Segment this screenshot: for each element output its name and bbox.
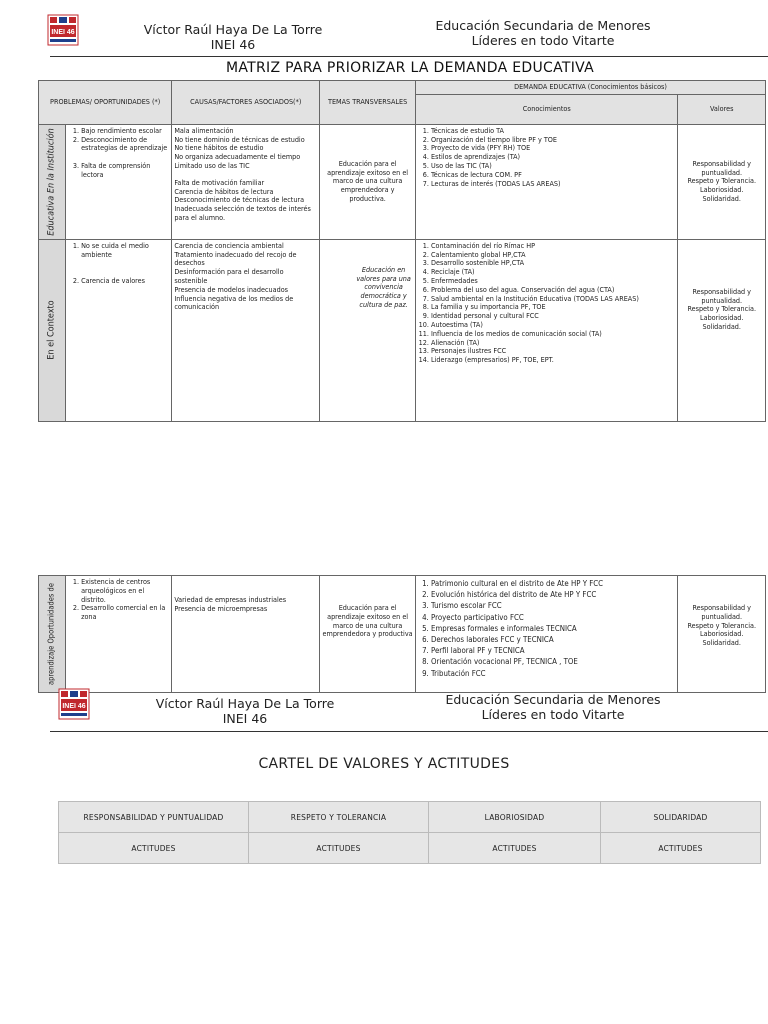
list-item: 11. Influencia de los medios de comunicación social (TA)	[431, 330, 675, 339]
school-motto: Líderes en todo Vitarte	[481, 707, 625, 722]
list-item: 1. Bajo rendimiento escolar	[81, 127, 169, 136]
svg-text:INEI 46: INEI 46	[51, 29, 75, 36]
header-rule-2	[50, 731, 768, 732]
list-item: 5. Enfermedades	[431, 277, 675, 286]
problems-cell	[66, 124, 172, 239]
school-name-block-2	[140, 696, 350, 726]
list-item: 3. Turismo escolar FCC	[431, 600, 675, 611]
list-item: 1. Patrimonio cultural en el distrito de Ate HP Y FCC	[431, 578, 675, 589]
row-side-label: aprendizaje Oportunidades de	[39, 576, 66, 693]
table-row	[39, 576, 766, 693]
cartel-header: LABORIOSIDAD	[429, 802, 601, 833]
tema-cell: Educación en valores para una convivencia democrática y cultura de paz.	[320, 239, 416, 421]
list-item: 6. Técnicas de lectura COM. PF	[431, 171, 675, 180]
list-item: 2. Calentamiento global HP,CTA	[431, 251, 675, 260]
list-item: 8. La familia y su importancia PF, TOE	[431, 303, 675, 312]
cartel-table	[58, 801, 761, 864]
list-item: 6. Derechos laborales FCC y TECNICA	[431, 634, 675, 645]
matrix-title: MATRIZ PARA PRIORIZAR LA DEMANDA EDUCATIVA	[226, 60, 594, 76]
list-item: 14. Liderazgo (empresarios) PF, TOE, EPT.	[431, 356, 675, 365]
table-row	[39, 124, 766, 239]
list-item: 9. Identidad personal y cultural FCC	[431, 312, 675, 321]
row-side-label: En el Contexto	[39, 239, 66, 421]
table-row	[59, 833, 761, 864]
list-item: 4. Estilos de aprendizajes (TA)	[431, 153, 675, 162]
col-header-valores: Valores	[678, 94, 766, 124]
header-rule	[50, 56, 768, 57]
list-item: 7. Perfil laboral PF y TECNICA	[431, 645, 675, 656]
svg-text:INEI 46: INEI 46	[62, 703, 86, 710]
valores-cell: Responsabilidad y puntualidad. Respeto y Tolerancia. Laboriosidad. Solidaridad.	[678, 124, 766, 239]
priority-matrix	[38, 80, 766, 422]
cartel-header: RESPONSABILIDAD Y PUNTUALIDAD	[59, 802, 249, 833]
table-row	[59, 802, 761, 833]
table-row	[39, 239, 766, 421]
conocimientos-cell	[416, 124, 678, 239]
school-name: Víctor Raúl Haya De La Torre	[143, 22, 323, 37]
list-item: 9. Tributación FCC	[431, 668, 675, 679]
causes-cell: Variedad de empresas industriales Presencia de microempresas	[172, 576, 320, 693]
list-item: 8. Orientación vocacional PF, TECNICA , TOE	[431, 656, 675, 667]
cartel-title: CARTEL DE VALORES Y ACTITUDES	[258, 756, 510, 772]
col-header-temas: TEMAS TRANSVERSALES	[320, 81, 416, 125]
list-item: 2. Organización del tiempo libre PF y TOE	[431, 136, 675, 145]
school-motto: Líderes en todo Vitarte	[471, 33, 615, 48]
cartel-cell: ACTITUDES	[429, 833, 601, 864]
school-code: INEI 46	[210, 37, 256, 52]
list-item: 3. Falta de comprensión lectora	[81, 162, 169, 180]
list-item: 4. Reciclaje (TA)	[431, 268, 675, 277]
list-item: 12. Alienación (TA)	[431, 339, 675, 348]
list-item: 2. Desarrollo comercial en la zona	[81, 604, 169, 622]
list-item: 4. Proyecto participativo FCC	[431, 612, 675, 623]
valores-cell: Responsabilidad y puntualidad. Respeto y Tolerancia. Laboriosidad. Solidaridad.	[678, 576, 766, 693]
list-item: 1. Técnicas de estudio TA	[431, 127, 675, 136]
conocimientos-cell	[416, 576, 678, 693]
school-level-block-2	[428, 692, 678, 722]
list-item: 2. Desconocimiento de estrategias de aprendizaje	[81, 136, 169, 154]
list-item: 13. Personajes ilustres FCC	[431, 347, 675, 356]
list-item: 3. Proyecto de vida (PFY RH) TOE	[431, 144, 675, 153]
school-name-block	[128, 22, 338, 52]
school-name: Víctor Raúl Haya De La Torre	[155, 696, 335, 711]
school-level: Educación Secundaria de Menores	[445, 692, 661, 707]
problems-cell	[66, 576, 172, 693]
cartel-header: RESPETO Y TOLERANCIA	[249, 802, 429, 833]
list-item: 10. Autoestima (TA)	[431, 321, 675, 330]
school-logo-2	[58, 688, 90, 724]
list-item: 1. Contaminación del río Rímac HP	[431, 242, 675, 251]
causes-cell: Carencia de conciencia ambiental Tratamiento inadecuado del recojo de desechos Desinformación para el desarrollo sostenible Presencia de modelos inadecuados Influencia negativa de los medios de comunicación	[172, 239, 320, 421]
problems-cell	[66, 239, 172, 421]
conocimientos-cell	[416, 239, 678, 421]
school-code: INEI 46	[222, 711, 268, 726]
tema-cell: Educación para el aprendizaje exitoso en el marco de una cultura emprendedora y productiva	[320, 576, 416, 693]
causes-cell: Mala alimentación No tiene dominio de técnicas de estudio No tiene hábitos de estudio No organiza adecuadamente el tiempo Limitado uso de las TIC Falta de motivación familiar Carencia de hábitos de lectura Desconocimiento de técnicas de lectura Inadecuada selección de textos de interés para el alumno.	[172, 124, 320, 239]
list-item: 1. No se cuida el medio ambiente	[81, 242, 169, 260]
cartel-cell: ACTITUDES	[249, 833, 429, 864]
col-header-demanda: DEMANDA EDUCATIVA (Conocimientos básicos)	[416, 81, 766, 95]
valores-cell: Responsabilidad y puntualidad. Respeto y Tolerancia. Laboriosidad. Solidaridad.	[678, 239, 766, 421]
list-item: 5. Uso de las TIC (TA)	[431, 162, 675, 171]
cartel-cell: ACTITUDES	[59, 833, 249, 864]
list-item: 6. Problema del uso del agua. Conservación del agua (CTA)	[431, 286, 675, 295]
list-item: 5. Empresas formales e informales TECNICA	[431, 623, 675, 634]
list-item: 1. Existencia de centros arqueológicos en el distrito.	[81, 578, 169, 604]
col-header-problemas: PROBLEMAS/ OPORTUNIDADES (*)	[39, 81, 172, 125]
row-side-label: Educativa En la Institución	[39, 124, 66, 239]
list-item: 2. Evolución histórica del distrito de Ate HP Y FCC	[431, 589, 675, 600]
list-item: 7. Lecturas de interés (TODAS LAS AREAS)	[431, 180, 675, 189]
tema-cell: Educación para el aprendizaje exitoso en el marco de una cultura emprendedora y productiva.	[320, 124, 416, 239]
school-level-block	[418, 18, 668, 48]
school-level: Educación Secundaria de Menores	[435, 18, 651, 33]
list-item: 3. Desarrollo sostenible HP,CTA	[431, 259, 675, 268]
school-logo	[47, 14, 79, 50]
cartel-header: SOLIDARIDAD	[601, 802, 761, 833]
cartel-cell: ACTITUDES	[601, 833, 761, 864]
priority-matrix-continued	[38, 575, 766, 693]
col-header-conocimientos: Conocimientos	[416, 94, 678, 124]
list-item: 7. Salud ambiental en la Institución Educativa (TODAS LAS AREAS)	[431, 295, 675, 304]
col-header-causas: CAUSAS/FACTORES ASOCIADOS(*)	[172, 81, 320, 125]
list-item: 2. Carencia de valores	[81, 277, 169, 286]
